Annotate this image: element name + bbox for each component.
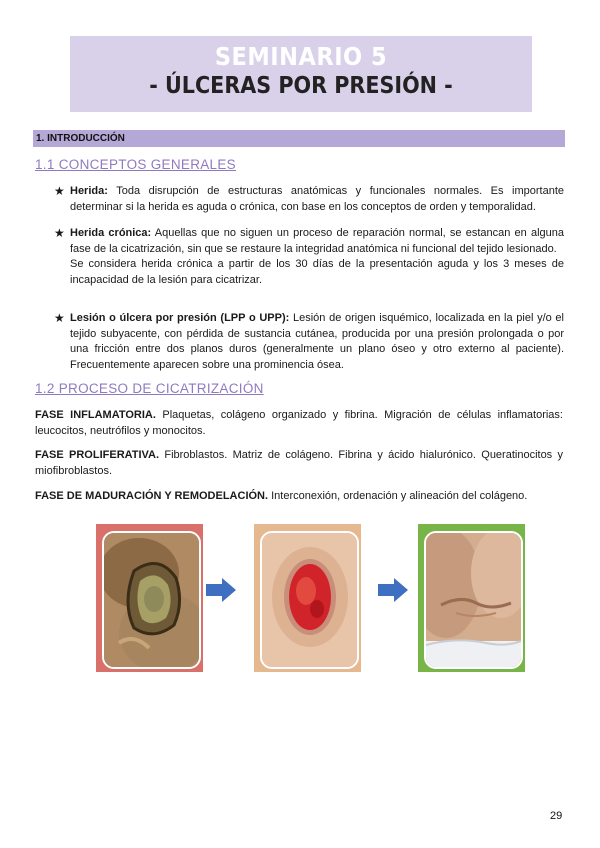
bullet-term: Herida crónica:	[70, 227, 152, 239]
star-icon: ★	[54, 226, 65, 240]
phase-body: Fibroblastos. Matriz de colágeno. Fibrina y ácido hialurónico. Queratinocitos y miofibroblastos.	[35, 449, 563, 477]
bullet-body: Lesión de origen isquémico, localizada en la piel y/o el tejido subyacente, con pérdida de sustancia cutánea, producida por una presión prolongada o por una fricción entre dos planos duros (generalmente un plano óseo y otro externo al paciente). Frecuentemente aparecen sobre una prominencia ósea.	[70, 312, 564, 371]
bullet-text	[70, 226, 564, 288]
section-heading: 1. INTRODUCCIÓN	[33, 130, 565, 147]
bullet-text	[70, 311, 564, 373]
seminar-subtitle: - ÚLCERAS POR PRESIÓN -	[149, 73, 453, 99]
phase-inflamatoria	[35, 408, 563, 439]
phase-body: Interconexión, ordenación y alineación del colágeno.	[268, 490, 528, 502]
star-icon: ★	[54, 311, 65, 325]
seminar-title: SEMINARIO 5	[214, 42, 388, 71]
bullet-body: Toda disrupción de estructuras anatómicas y funcionales normales. Es importante determinar si la herida es aguda o crónica, con base en los conceptos de orden y temporalidad.	[70, 185, 564, 213]
wound-photo-proliferative	[260, 531, 359, 669]
title-banner	[70, 36, 532, 112]
phase-term: FASE DE MADURACIÓN Y REMODELACIÓN.	[35, 490, 269, 502]
arrow-right-icon	[378, 578, 408, 602]
star-icon: ★	[54, 184, 65, 198]
arrow-right-icon	[206, 578, 236, 602]
bullet-text	[70, 184, 564, 215]
phase-proliferativa	[35, 448, 563, 479]
phase-maduracion	[35, 489, 563, 505]
page-number: 29	[550, 810, 563, 822]
photo-frame-proliferative	[254, 524, 361, 672]
bullet-term: Lesión o úlcera por presión (LPP o UPP):	[70, 312, 290, 324]
subheading-cicatrizacion: 1.2 PROCESO DE CICATRIZACIÓN	[35, 381, 264, 396]
bullet-term: Herida:	[70, 185, 108, 197]
bullet-extra: Se considera herida crónica a partir de los 30 días de la presentación aguda y los 3 meses de incapacidad de la lesión para cicatrizar.	[70, 258, 564, 286]
phase-term: FASE PROLIFERATIVA.	[35, 449, 160, 461]
bullet-body: Aquellas que no siguen un proceso de reparación normal, se estancan en alguna fase de la cicatrización, sin que se restaure la integridad anatómica ni funcional del tejido lesionado.	[70, 227, 564, 255]
photo-frame-remodeling	[418, 524, 525, 672]
wound-photo-remodeling	[424, 531, 523, 669]
phase-body: Plaquetas, colágeno organizado y fibrina. Migración de células inflamatorias: leucocitos, neutrófilos y monocitos.	[35, 409, 563, 437]
subheading-conceptos: 1.1 CONCEPTOS GENERALES	[35, 157, 236, 172]
phase-term: FASE INFLAMATORIA.	[35, 409, 156, 421]
photo-frame-inflammatory	[96, 524, 203, 672]
wound-photo-inflammatory	[102, 531, 201, 669]
